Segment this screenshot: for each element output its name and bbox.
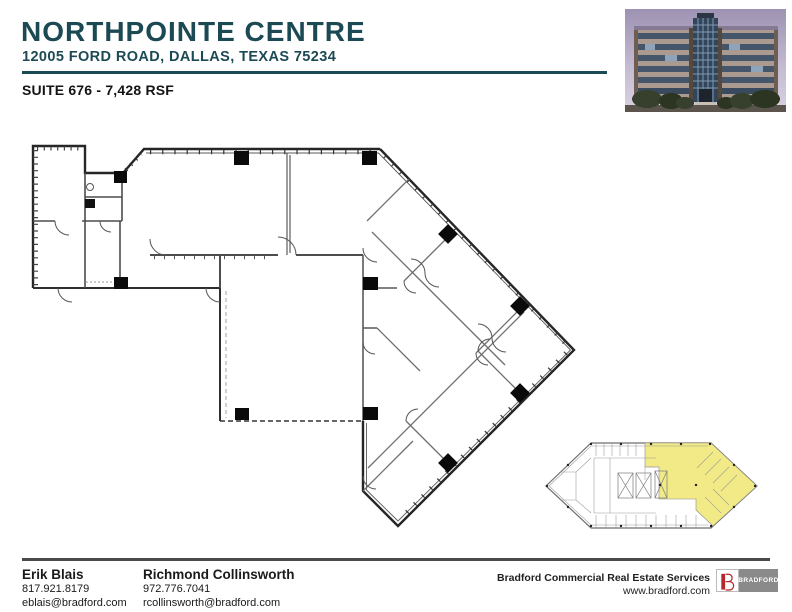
contact-phone: 817.921.8179 (22, 583, 90, 595)
key-plan (540, 432, 762, 535)
bradford-logo-mark (716, 569, 739, 592)
bradford-logo-text: BRADFORD (739, 569, 778, 592)
page-title: NORTHPOINTE CENTRE (21, 16, 366, 47)
footer-divider (22, 558, 770, 561)
contact-phone: 972.776.7041 (143, 583, 211, 595)
bradford-b-icon (717, 570, 739, 592)
floor-plan-drawing (20, 130, 605, 565)
company-block (497, 572, 710, 598)
glass-atrium (693, 13, 718, 102)
company-name: Bradford Commercial Real Estate Services (496, 572, 710, 584)
property-address: 12005 FORD ROAD, DALLAS, TEXAS 75234 (22, 49, 337, 65)
contact-name: Richmond Collinsworth (143, 567, 295, 582)
key-plan-outline (546, 443, 757, 528)
contact-richmond-collinsworth (143, 567, 295, 610)
bradford-logo (716, 569, 778, 592)
header-divider (22, 71, 607, 74)
contact-email[interactable]: eblais@bradford.com (22, 596, 127, 609)
contact-erik-blais (22, 567, 127, 610)
building-photo (625, 9, 786, 112)
company-website[interactable]: www.bradford.com (623, 585, 710, 597)
contact-email[interactable]: rcollinsworth@bradford.com (143, 596, 281, 609)
contact-name: Erik Blais (22, 567, 84, 582)
suite-label: SUITE 676 - 7,428 RSF (22, 82, 175, 98)
